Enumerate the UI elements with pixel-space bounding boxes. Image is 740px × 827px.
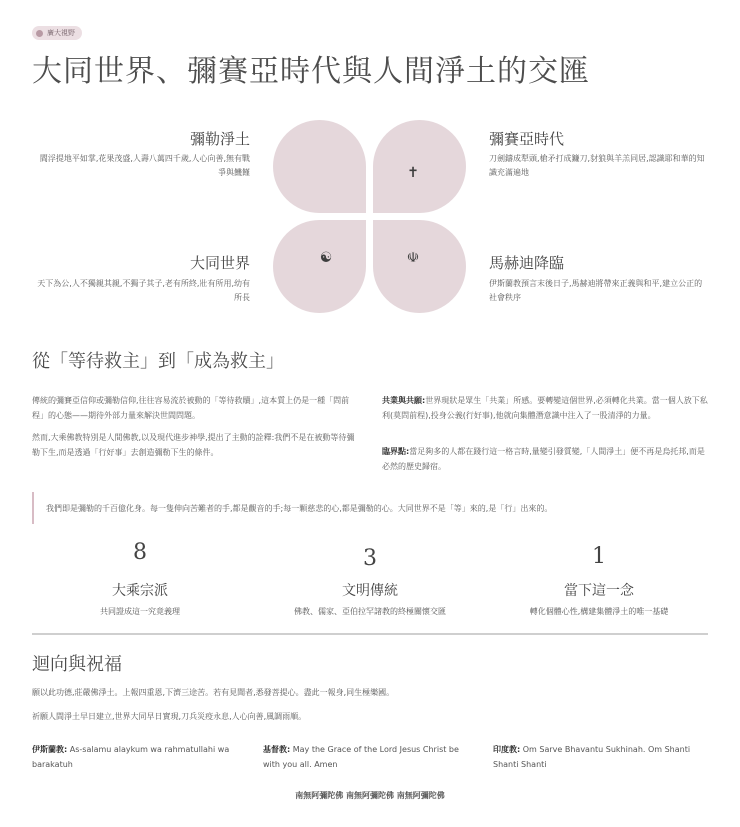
paragraph-right-2: [382, 444, 708, 474]
text-common-karma: 世界現狀是眾生「共業」所感。要轉變這個世界,必須轉化共業。當一個人放下私利(莫問前程),投身公義(行好事),他就向集體潛意識中注入了一股清淨的力量。: [382, 396, 708, 420]
stat-label-traditions: 文明傳統: [342, 583, 398, 599]
stat-label-schools: 大乘宗派: [112, 583, 168, 599]
section-title-savior: 從「等待救主」到「成為救主」: [32, 351, 284, 372]
quadrant-text-datong: 天下為公,人不獨親其親,不獨子其子,老有所終,壯有所用,幼有所長: [37, 279, 250, 302]
section-divider: [32, 633, 708, 635]
stat-number-schools: 8: [133, 540, 147, 565]
cross-icon: ✝: [407, 165, 419, 181]
quadrant-text-maitreya: 閻浮提地平如掌,花果茂盛,人壽八萬四千歲,人心向善,無有戰爭與饑饉: [39, 154, 250, 177]
stat-number-traditions: 3: [363, 546, 377, 571]
stat-sub-moment: 轉化個體心性,構建集體淨土的唯一基礎: [529, 607, 669, 616]
quote-text: 我們即是彌勒的千百億化身。每一隻伸向苦難者的手,都是觀音的手;每一顆慈悲的心,都是彌勒的心。大同世界不是「等」來的,是「行」出來的。: [46, 503, 553, 513]
stat-sub-schools: 共同證成這一究竟義理: [100, 607, 180, 616]
yin-yang-icon: ☯: [319, 250, 333, 266]
blessing-islam: [32, 742, 242, 772]
quadrant-text-messiah: 刀劍鑄成犁頭,槍矛打成鐮刀,豺狼與羊羔同居,認識耶和華的知識充滿遍地: [489, 154, 705, 177]
blessing-islam-text: As-salamu alaykum wa rahmatullahi wa barakatuh: [32, 745, 230, 769]
petal-bottom-left: [273, 220, 366, 313]
footer-chant: 南無阿彌陀佛 南無阿彌陀佛 南無阿彌陀佛: [295, 791, 445, 800]
quadrant-text-mahdi: 伊斯蘭教預言末後日子,馬赫迪將帶來正義與和平,建立公正的社會秩序: [489, 279, 703, 302]
quadrant-heading-maitreya: 彌勒淨土: [189, 130, 250, 148]
text-tipping-point: 當足夠多的人都在踐行這一格言時,量變引發質變,「人間淨土」便不再是烏托邦,而是必然的歷史歸宿。: [382, 447, 705, 471]
paragraph-left-1: 傳統的彌賽亞信仰或彌勒信仰,往往容易流於被動的「等待救贖」,這本質上仍是一種「問前程」的心態——期待外部力量來解決世間問題。: [32, 396, 350, 420]
quadrant-heading-messiah: 彌賽亞時代: [489, 130, 565, 148]
label-tipping-point: 臨界點:: [382, 447, 410, 456]
blockquote: [32, 492, 708, 524]
blessing-hinduism: [493, 742, 708, 772]
stat-sub-traditions: 佛教、儒家、亞伯拉罕諸教的終極關懷交匯: [294, 607, 446, 616]
paragraph-left-2: 然而,大乘佛教特別是人間佛教,以及現代進步神學,提出了主動的詮釋:我們不是在被動等待彌勒下生,而是透過「行好事」去創造彌勒下生的條件。: [32, 433, 355, 457]
category-badge: [32, 26, 82, 40]
khanda-icon: ☫: [406, 250, 420, 266]
blessing-hinduism-text: Om Sarve Bhavantu Sukhinah. Om Shanti Shanti Shanti: [493, 745, 691, 769]
stat-number-moment: 1: [592, 544, 606, 569]
quadrant-heading-mahdi: 馬赫迪降臨: [489, 254, 565, 272]
dedication-prayer: 祈願人間淨土早日建立,世界大同早日實現,刀兵災疫永息,人心向善,風調雨順。: [32, 712, 307, 721]
quadrant-heading-datong: 大同世界: [189, 254, 250, 272]
badge-label: 廣大視野: [47, 29, 75, 37]
blessing-christianity-text: May the Grace of the Lord Jesus Christ be with you all. Amen: [263, 745, 459, 769]
paragraph-right-1: [382, 393, 708, 423]
blessing-christianity-label: 基督教:: [263, 745, 291, 754]
petal-top-left: [273, 120, 366, 213]
blessing-islam-label: 伊斯蘭教:: [32, 745, 68, 754]
label-common-karma: 共業與共願:: [382, 396, 426, 405]
section-title-dedication: 迴向與祝福: [32, 654, 122, 675]
stat-label-moment: 當下這一念: [564, 583, 634, 599]
badge-dot-icon: [36, 30, 43, 37]
page-title: 大同世界、彌賽亞時代與人間淨土的交匯: [32, 54, 590, 89]
petal-bottom-right: [373, 220, 466, 313]
dedication-verse: 願以此功德,莊嚴佛淨土。上報四重恩,下濟三途苦。若有見聞者,悉發菩提心。盡此一報身,同生極樂國。: [32, 688, 395, 697]
blessing-hinduism-label: 印度教:: [493, 745, 521, 754]
blessing-christianity: [263, 742, 473, 772]
